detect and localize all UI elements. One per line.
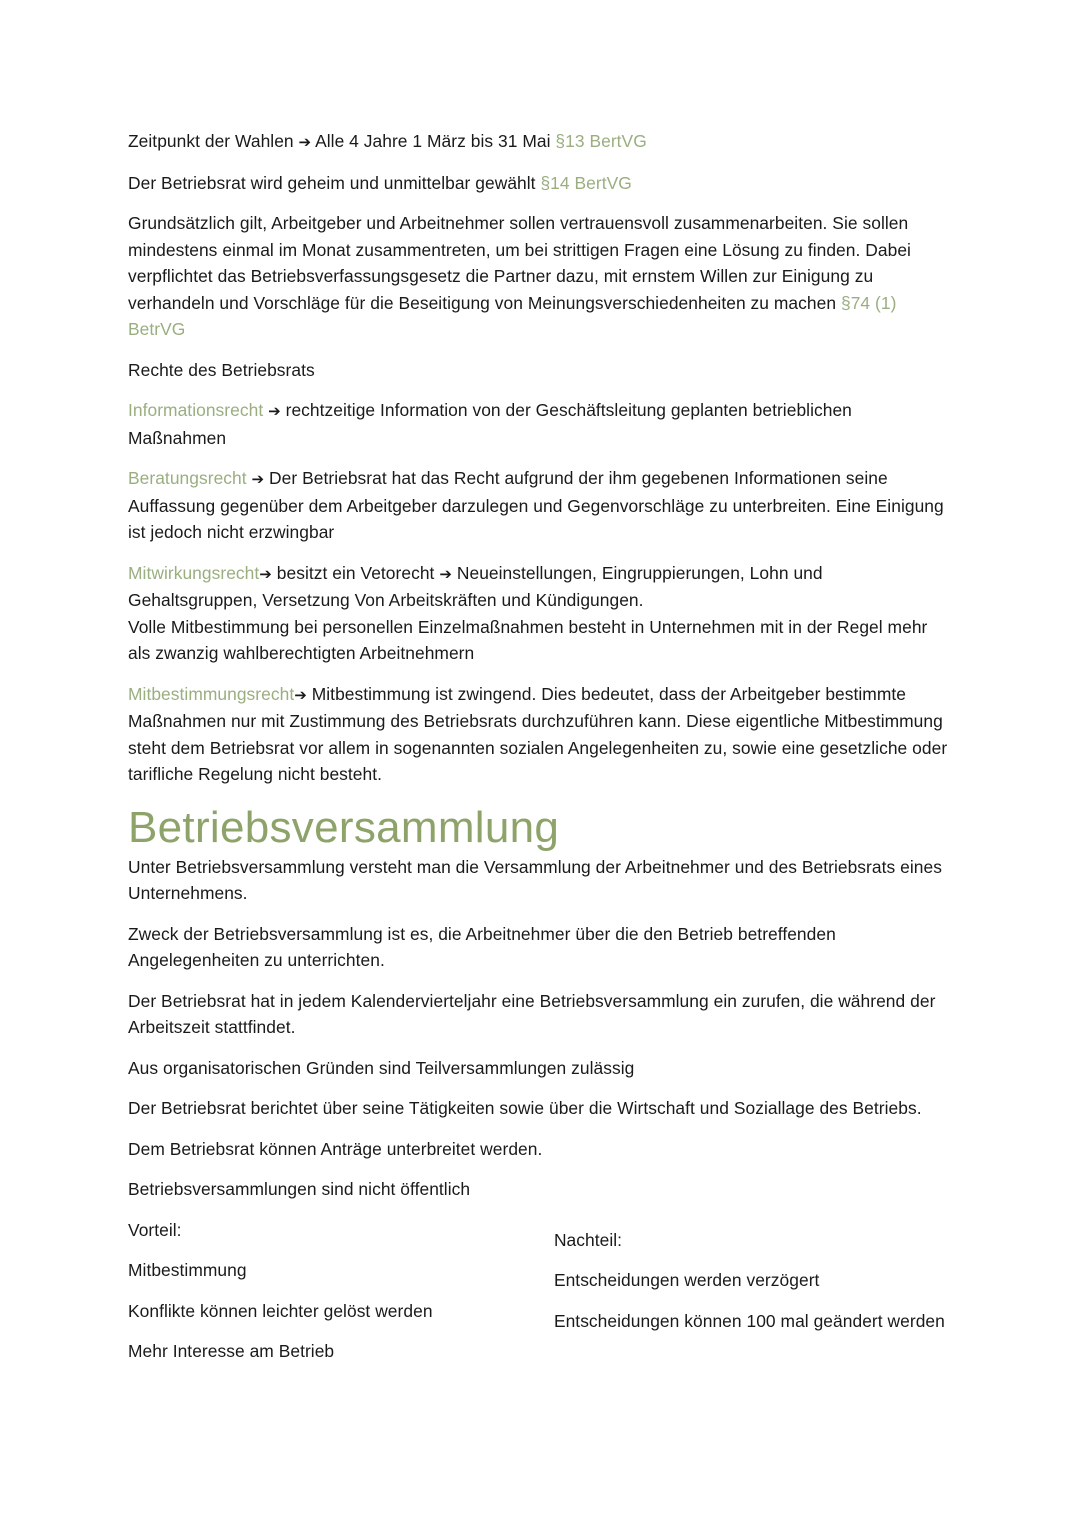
nachteil-item: Entscheidungen können 100 mal geändert werden: [553, 1310, 945, 1331]
geheim-ref: §14 BertVG: [540, 172, 632, 193]
right-mitwirkung: [128, 560, 952, 667]
right-mitwirkung-text3: Volle Mitbestimmung bei personellen Einzelmaßnahmen besteht in Unternehmen mit in der Regel mehr als zwanzig wahlberechtigten Arbeitnehmern: [128, 616, 928, 663]
nachteil-item: Entscheidungen werden verzögert: [553, 1270, 820, 1290]
right-information-term: Informationsrecht: [128, 400, 264, 420]
right-beratung-text: Der Betriebsrat hat das Recht aufgrund der ihm gegebenen Informationen seine Auffassung gegenüber dem Arbeitgeber darzulegen und Gegenvorschläge zu unterbreiten. Eine Einigung ist jedoch nicht erzwingbar: [128, 468, 944, 542]
vorteil-item: Mehr Interesse am Betrieb: [128, 1341, 335, 1361]
section-paragraph-7: Betriebsversammlungen sind nicht öffentlich: [128, 1179, 471, 1199]
section-paragraph-6: Dem Betriebsrat können Anträge unterbreitet werden.: [128, 1138, 543, 1159]
wahlen-line: [128, 128, 952, 156]
right-mitbestimmung-text: Mitbestimmung ist zwingend. Dies bedeutet, dass der Arbeitgeber bestimmte Maßnahmen nur mit Zustimmung des Betriebsrats durchzuführen kann. Diese eigentliche Mitbestimmung steht dem Betriebsrat vor allem in sogenannten sozialen Angelegenheiten zu, sowie eine gesetzliche oder tarifliche Regelung nicht besteht.: [128, 683, 948, 784]
section-paragraph-5: Der Betriebsrat berichtet über seine Tätigkeiten sowie über die Wirtschaft und Soziallage des Betriebs.: [128, 1098, 922, 1118]
right-beratung: [128, 465, 952, 546]
right-mitbestimmung-term: Mitbestimmungsrecht: [128, 683, 295, 704]
grundsatz-text: Grundsätzlich gilt, Arbeitgeber und Arbeitnehmer sollen vertrauensvoll zusammenarbeiten. Sie sollen mindestens einmal im Monat zusammentreten, um bei strittigen Fragen eine Lösung zu finden. Dabei verpflichtet das Betriebsverfassungsgesetz die Partner dazu, mit ernstem Willen zur Einigung zu verhandeln und Vorschläge für die Beseitigung von Meinungsverschiedenheiten zu machen: [128, 213, 911, 313]
arrow-right-icon: ➔: [259, 564, 272, 583]
right-mitwirkung-term: Mitwirkungsrecht: [128, 562, 260, 583]
vorteil-title: Vorteil:: [128, 1219, 182, 1240]
vorteil-item: Konflikte können leichter gelöst werden: [128, 1300, 433, 1321]
grundsatz-ref: §74 (1) BetrVG: [128, 292, 897, 339]
vorteil-column: [128, 1217, 554, 1379]
section-paragraph-3: Der Betriebsrat hat in jedem Kalendervierteljahr eine Betriebsversammlung ein zurufen, die während der Arbeitszeit stattfindet.: [128, 990, 936, 1037]
wahlen-detail: Alle 4 Jahre 1 März bis 31 Mai: [315, 131, 551, 151]
nachteil-column: [554, 1217, 952, 1379]
pros-cons-columns: [128, 1217, 952, 1379]
section-paragraph-1: Unter Betriebsversammlung versteht man die Versammlung der Arbeitnehmer und des Betriebsrats eines Unternehmens.: [128, 856, 942, 903]
section-paragraph-4: Aus organisatorischen Gründen sind Teilversammlungen zulässig: [128, 1057, 635, 1078]
vorteil-item: Mitbestimmung: [128, 1260, 247, 1280]
right-beratung-term: Beratungsrecht: [128, 468, 247, 488]
geheim-line: [128, 170, 952, 197]
right-information: [128, 397, 952, 451]
right-mitbestimmung: [128, 681, 952, 788]
grundsatz-paragraph: [128, 210, 952, 343]
arrow-right-icon: ➔: [268, 402, 281, 420]
nachteil-title: Nachteil:: [553, 1229, 623, 1250]
right-information-text: rechtzeitige Information von der Geschäftsleitung geplanten betrieblichen Maßnahmen: [128, 400, 852, 448]
section-paragraph-2: Zweck der Betriebsversammlung ist es, die Arbeitnehmer über die den Betrieb betreffenden Angelegenheiten zu unterrichten.: [128, 923, 836, 970]
arrow-right-icon: ➔: [251, 470, 265, 488]
rechte-title: Rechte des Betriebsrats: [128, 359, 315, 380]
wahlen-text: Zeitpunkt der Wahlen: [128, 131, 294, 151]
right-mitwirkung-text1: besitzt ein Vetorecht: [276, 562, 435, 583]
wahlen-ref: §13 BertVG: [555, 131, 647, 151]
arrow-right-icon: ➔: [294, 685, 307, 704]
geheim-text: Der Betriebsrat wird geheim und unmittelbar gewählt: [128, 172, 536, 193]
arrow-right-icon: ➔: [439, 564, 452, 583]
arrow-right-icon: ➔: [298, 133, 312, 151]
right-mitwirkung-text2: Neueinstellungen, Eingruppierungen, Lohn und Gehaltsgruppen, Versetzung Von Arbeitskräften und Kündigungen.: [128, 562, 823, 610]
section-heading: Betriebsversammlung: [128, 802, 560, 852]
